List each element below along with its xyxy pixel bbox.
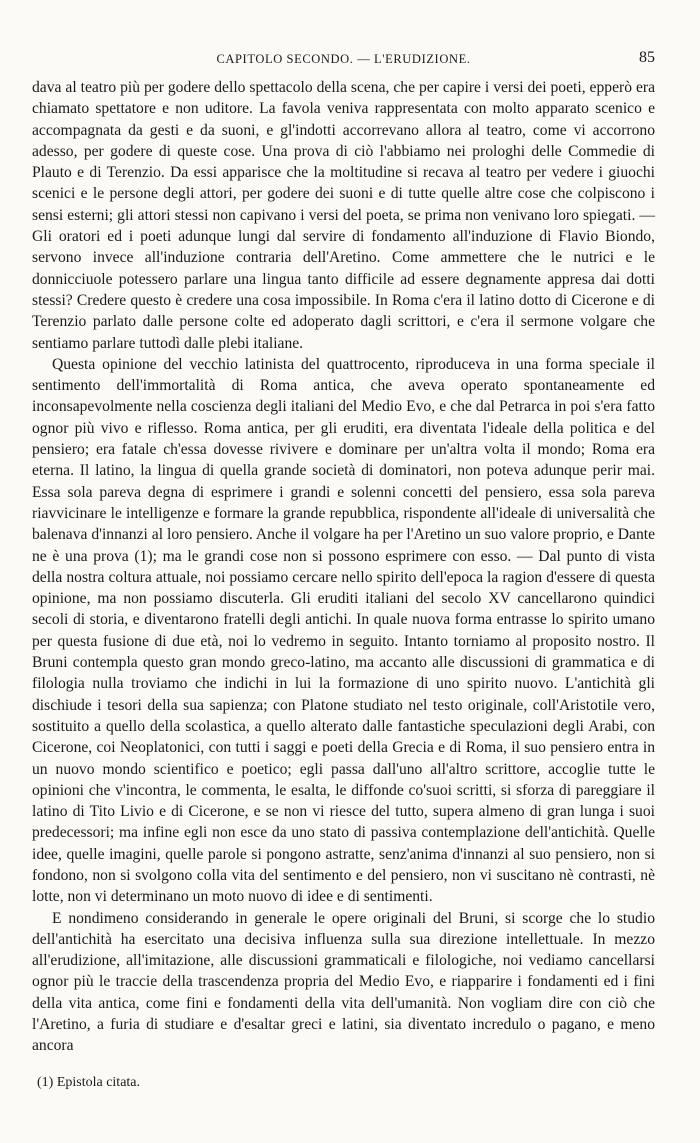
running-head: CAPITOLO SECONDO. — L'ERUDIZIONE. bbox=[216, 52, 471, 66]
page-header bbox=[32, 49, 655, 74]
paragraph: E nondimeno considerando in generale le opere originali del Bruni, si scorge che lo studio dell'antichità ha esercitato una decisiva influenza sulla sua direzione intellettuale. In mezzo all'erudizione, all'imitazione, alle discussioni grammaticali e filologiche, noi vediamo cancellarsi ognor più le traccie della trascendenza propria del Medio Evo, e riapparire i fondamenti ed i fini della vita antica, come fini e fondamenti della vita dell'umanità. Non vogliam dire con ciò che l'Aretino, a furia di studiare e d'esaltar greci e latini, sia diventato incredulo o pagano, e meno ancora bbox=[32, 909, 655, 1055]
footnotes bbox=[32, 1073, 655, 1093]
footnote: (1) Epistola citata. bbox=[37, 1074, 141, 1090]
paragraph: Questa opinione del vecchio latinista del quattrocento, riproduceva in una forma speciale il sentimento dell'immortalità di Roma antica, che aveva operato spontaneamente ed inconsapevolmente nella coscienza degli italiani del Medio Evo, e che dal Petrarca in poi s'era fatto ognor più vivo e riflesso. Roma antica, per gli eruditi, era diventata l'ideale della politica e del pensiero; era fatale ch'essa dovesse rivivere e dominare per un'altra volta il mondo; Roma era eterna. Il latino, la lingua di quella grande società di dominatori, non poteva adunque perir mai. Essa sola pareva degna di esprimere i grandi e solenni concetti del pensiero, essa sola pareva riavvicinare le intelligenze e formare la grande repubblica, rispondente all'ideale di universalità che balenava d'innanzi al loro pensiero. Anche il volgare ha per l'Aretino un suo valore proprio, e Dante ne è una prova (1); ma le grandi cose non si possono esprimere con esso. — Dal punto di vista della nostra coltura attuale, noi possiamo cercare nello spirito dell'epoca la ragion d'essere di questa opinione, ma non possiamo discuterla. Gli eruditi italiani del secolo XV cancellarono quindici secoli di storia, e diventarono fratelli degli antichi. In quale nuova forma entrasse lo spirito umano per questa fusione di due età, noi lo vedremo in seguito. Intanto torniamo al proposito nostro. Il Bruni contempla questo gran mondo greco-latino, ma accanto alle discussioni di grammatica e di filologia nulla troviamo che indichi in lui la formazione di uno spirito nuovo. L'antichità gli dischiude i tesori della sua sapienza; con Platone studiato nel testo originale, coll'Aristotile vero, sostituito a quello della scolastica, a quello alterato dalle fantastiche speculazioni degli Arabi, con Cicerone, coi Neoplatonici, con tutti i saggi e poeti della Grecia e di Roma, il suo pensiero entra in un nuovo mondo scientifico e poetico; egli passa dall'uno all'altro scrittore, accoglie tutte le opinioni che v'incontra, le commenta, le esalta, le diffonde co'suoi scritti, si sforza di pareggiare il latino di Tito Livio e di Cicerone, e se non vi riesce del tutto, supera almeno di gran lunga i suoi predecessori; ma infine egli non esce da uno stato di passiva contemplazione dell'antichità. Quelle idee, quelle imagini, quelle parole si pongono astratte, senz'anima d'innanzi al suo pensiero, non si fondono, non si svolgono colla vita del sentimento e del pensiero, non vi suscitano nè contrasti, nè lotte, non vi determinano un moto nuovo di idee e di sentimenti. bbox=[32, 355, 655, 906]
body-text bbox=[32, 77, 655, 1057]
paragraph-continued: dava al teatro più per godere dello spettacolo della scena, che per capire i versi dei poeti, epperò era chiamato spettatore e non uditore. La favola veniva rappresentata con molto apparato scenico e accompagnata da gesti e da suoni, e gl'indotti accorrevano allora al teatro, come vi accorrono adesso, per godere di queste cose. Una prova di ciò l'abbiamo nei prologhi delle Commedie di Plauto e di Terenzio. Da essi apparisce che la moltitudine si recava al teatro per vedere i giuochi scenici e le persone degli attori, per godere dei suoni e di tutte quelle altre cose che colpiscono i sensi esterni; gli attori stessi non capivano i versi del poeta, se prima non venivano loro spiegati. — Gli oratori ed i poeti adunque lungi dal servire di fondamento all'induzione di Flavio Biondo, servono invece all'induzione contraria dell'Aretino. Come ammettere che le nutrici e le donnicciuole potessero parlare una lingua tanto difficile ad essere degnamente appresa dai dotti stessi? Credere questo è credere una cosa impossibile. In Roma c'era il latino dotto di Cicerone e di Terenzio parlato dalle persone colte ed adoperato dagli scrittori, e c'era il sermone volgare che sentiamo parlare tuttodì dalle plebi italiane. bbox=[32, 79, 655, 352]
page-number: 85 bbox=[639, 49, 655, 66]
